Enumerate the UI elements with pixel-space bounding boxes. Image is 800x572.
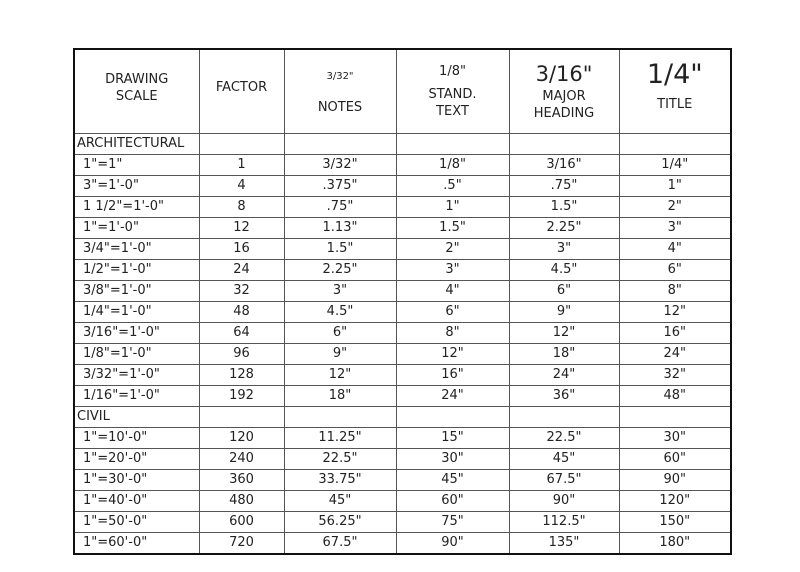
cell-notes: 1.5" [284, 239, 396, 260]
cell-factor: 240 [199, 449, 284, 470]
cell-stand-text: 24" [396, 386, 509, 407]
cell-notes: 3/32" [284, 155, 396, 176]
cell-major-heading: 6" [509, 281, 619, 302]
table-row [74, 176, 731, 197]
cell-stand-text: 1/8" [396, 155, 509, 176]
cell-stand-text: 1" [396, 197, 509, 218]
cell-title: 16" [619, 323, 731, 344]
empty-cell [509, 134, 619, 155]
cell-major-heading: 2.25" [509, 218, 619, 239]
cell-major-heading: 36" [509, 386, 619, 407]
cell-notes: 1.13" [284, 218, 396, 239]
header-row [74, 49, 731, 134]
table-row [74, 197, 731, 218]
cell-notes: 22.5" [284, 449, 396, 470]
cell-notes: 45" [284, 491, 396, 512]
cell-scale: 1"=40'-0" [74, 491, 199, 512]
cell-scale: 3/32"=1'-0" [74, 365, 199, 386]
cell-factor: 600 [199, 512, 284, 533]
table-row [74, 533, 731, 555]
cell-title: 24" [619, 344, 731, 365]
cell-title: 1/4" [619, 155, 731, 176]
title-size: 1/4" [646, 59, 703, 90]
cell-stand-text: 4" [396, 281, 509, 302]
cell-scale: 1"=1" [74, 155, 199, 176]
table-row [74, 491, 731, 512]
cell-scale: 1/8"=1'-0" [74, 344, 199, 365]
title-label: TITLE [657, 97, 693, 112]
cell-scale: 3/8"=1'-0" [74, 281, 199, 302]
cell-notes: 67.5" [284, 533, 396, 555]
cell-scale: 1/2"=1'-0" [74, 260, 199, 281]
cell-notes: 4.5" [284, 302, 396, 323]
table-row [74, 512, 731, 533]
table-row [74, 218, 731, 239]
header-title [619, 49, 731, 134]
cell-title: 8" [619, 281, 731, 302]
table-row [74, 155, 731, 176]
cell-scale: 1/4"=1'-0" [74, 302, 199, 323]
cell-notes: 9" [284, 344, 396, 365]
cell-notes: .375" [284, 176, 396, 197]
header-stand-text [396, 49, 509, 134]
table-row [74, 470, 731, 491]
cell-stand-text: 90" [396, 533, 509, 555]
section-label: CIVIL [74, 407, 199, 428]
cell-notes: .75" [284, 197, 396, 218]
cell-scale: 1"=20'-0" [74, 449, 199, 470]
table-row [74, 344, 731, 365]
cell-notes: 56.25" [284, 512, 396, 533]
header-scale-line2: SCALE [115, 88, 158, 104]
cell-notes: 18" [284, 386, 396, 407]
section-row [74, 407, 731, 428]
cell-major-heading: 45" [509, 449, 619, 470]
cell-major-heading: 112.5" [509, 512, 619, 533]
cell-title: 60" [619, 449, 731, 470]
cell-major-heading: .75" [509, 176, 619, 197]
cell-major-heading: 22.5" [509, 428, 619, 449]
cell-major-heading: 12" [509, 323, 619, 344]
drawing-scale-table [73, 48, 732, 555]
cell-scale: 1/16"=1'-0" [74, 386, 199, 407]
empty-cell [396, 407, 509, 428]
table-row [74, 428, 731, 449]
table-row [74, 302, 731, 323]
cell-major-heading: 90" [509, 491, 619, 512]
cell-stand-text: 15" [396, 428, 509, 449]
cell-stand-text: 3" [396, 260, 509, 281]
cell-major-heading: 67.5" [509, 470, 619, 491]
cell-stand-text: 12" [396, 344, 509, 365]
header-factor: FACTOR [199, 49, 284, 134]
table-row [74, 386, 731, 407]
cell-major-heading: 9" [509, 302, 619, 323]
cell-factor: 360 [199, 470, 284, 491]
cell-factor: 64 [199, 323, 284, 344]
cell-factor: 12 [199, 218, 284, 239]
cell-title: 90" [619, 470, 731, 491]
cell-major-heading: 24" [509, 365, 619, 386]
cell-scale: 1 1/2"=1'-0" [74, 197, 199, 218]
cell-notes: 12" [284, 365, 396, 386]
table-row [74, 260, 731, 281]
empty-cell [619, 407, 731, 428]
cell-stand-text: 60" [396, 491, 509, 512]
cell-stand-text: 2" [396, 239, 509, 260]
table-row [74, 365, 731, 386]
major-heading-line2: HEADING [533, 105, 595, 121]
cell-title: 32" [619, 365, 731, 386]
table-row [74, 323, 731, 344]
empty-cell [284, 407, 396, 428]
cell-stand-text: 1.5" [396, 218, 509, 239]
cell-notes: 33.75" [284, 470, 396, 491]
cell-factor: 4 [199, 176, 284, 197]
major-heading-line1: MAJOR [542, 88, 586, 104]
cell-major-heading: 135" [509, 533, 619, 555]
cell-notes: 3" [284, 281, 396, 302]
cell-factor: 48 [199, 302, 284, 323]
cell-scale: 3/16"=1'-0" [74, 323, 199, 344]
cell-major-heading: 3" [509, 239, 619, 260]
cell-title: 6" [619, 260, 731, 281]
table-row [74, 449, 731, 470]
cell-title: 48" [619, 386, 731, 407]
cell-factor: 8 [199, 197, 284, 218]
empty-cell [619, 134, 731, 155]
cell-scale: 1"=60'-0" [74, 533, 199, 555]
section-label: ARCHITECTURAL [74, 134, 199, 155]
cell-notes: 11.25" [284, 428, 396, 449]
cell-notes: 2.25" [284, 260, 396, 281]
cell-major-heading: 4.5" [509, 260, 619, 281]
table-row [74, 239, 731, 260]
cell-factor: 1 [199, 155, 284, 176]
cell-title: 1" [619, 176, 731, 197]
cell-factor: 96 [199, 344, 284, 365]
cell-stand-text: 75" [396, 512, 509, 533]
cell-stand-text: 6" [396, 302, 509, 323]
cell-scale: 1"=50'-0" [74, 512, 199, 533]
cell-scale: 1"=1'-0" [74, 218, 199, 239]
cell-title: 12" [619, 302, 731, 323]
cell-factor: 24 [199, 260, 284, 281]
table-row [74, 281, 731, 302]
cell-title: 150" [619, 512, 731, 533]
cell-title: 2" [619, 197, 731, 218]
header-drawing-scale [74, 49, 199, 134]
header-major-heading [509, 49, 619, 134]
empty-cell [199, 407, 284, 428]
cell-scale: 3/4"=1'-0" [74, 239, 199, 260]
stand-text-size: 1/8" [439, 64, 466, 79]
header-notes [284, 49, 396, 134]
cell-factor: 32 [199, 281, 284, 302]
cell-major-heading: 1.5" [509, 197, 619, 218]
cell-title: 4" [619, 239, 731, 260]
cell-stand-text: 16" [396, 365, 509, 386]
header-scale-line1: DRAWING [105, 71, 169, 87]
cell-stand-text: 45" [396, 470, 509, 491]
stand-text-line2: TEXT [436, 104, 469, 119]
notes-label: NOTES [317, 99, 363, 115]
cell-factor: 120 [199, 428, 284, 449]
empty-cell [284, 134, 396, 155]
cell-scale: 1"=30'-0" [74, 470, 199, 491]
cell-factor: 720 [199, 533, 284, 555]
cell-factor: 16 [199, 239, 284, 260]
major-heading-size: 3/16" [535, 61, 593, 86]
section-row [74, 134, 731, 155]
cell-factor: 128 [199, 365, 284, 386]
cell-stand-text: 8" [396, 323, 509, 344]
cell-stand-text: .5" [396, 176, 509, 197]
cell-title: 180" [619, 533, 731, 555]
cell-factor: 480 [199, 491, 284, 512]
cell-scale: 1"=10'-0" [74, 428, 199, 449]
empty-cell [199, 134, 284, 155]
empty-cell [396, 134, 509, 155]
cell-stand-text: 30" [396, 449, 509, 470]
cell-major-heading: 18" [509, 344, 619, 365]
cell-scale: 3"=1'-0" [74, 176, 199, 197]
cell-factor: 192 [199, 386, 284, 407]
cell-major-heading: 3/16" [509, 155, 619, 176]
cell-notes: 6" [284, 323, 396, 344]
stand-text-line1: STAND. [428, 87, 477, 102]
notes-size: 3/32" [326, 70, 354, 82]
cell-title: 120" [619, 491, 731, 512]
empty-cell [509, 407, 619, 428]
cell-title: 30" [619, 428, 731, 449]
cell-title: 3" [619, 218, 731, 239]
